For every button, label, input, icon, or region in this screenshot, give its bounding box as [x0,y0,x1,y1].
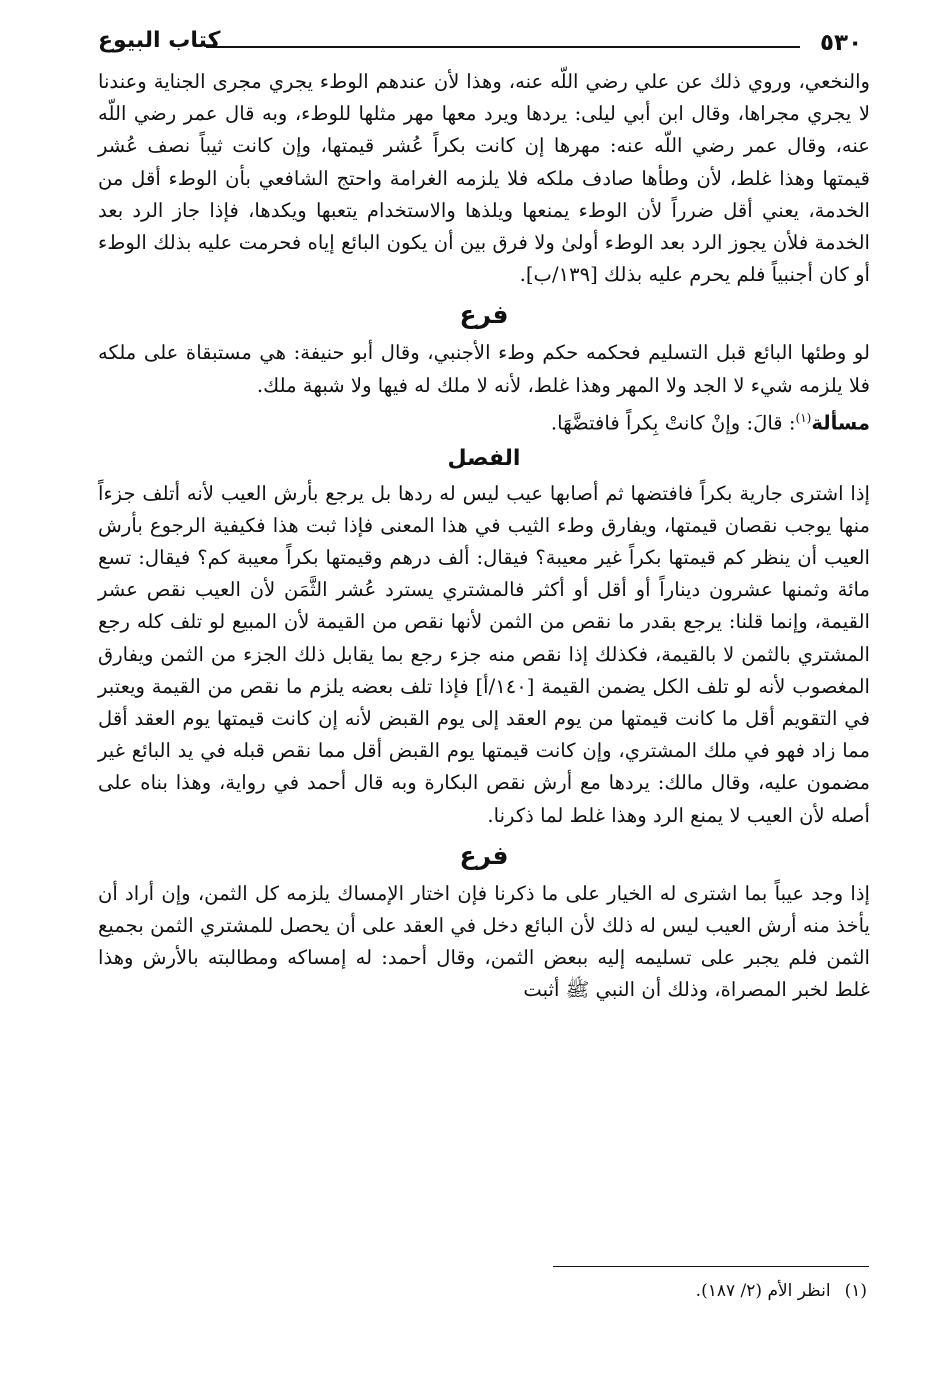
footnote [696,1281,867,1301]
masala-text: : قالَ: وإنْ كانتْ بِكراً فافتضَّهَا. [550,411,796,435]
masala-line [98,402,870,440]
footnote-rule [553,1266,869,1267]
page-number: ٥٣٠ [820,30,863,56]
paragraph-1: والنخعي، وروي ذلك عن علي رضي اللّه عنه، وهذا لأن عندهم الوطء يجري مجرى الجناية وعندنا لا يجري مجراها، وقال ابن أبي ليلى: يردها ويرد معها مهر مثلها للوطء، وبه قال عمر رضي اللّه عنه، وقال عمر رضي اللّه عنه: مهرها إن كانت بكراً عُشر قيمتها، وإن كانت ثيباً نصف عُشر قيمتها وهذا غلط، لأن وطأها صادف ملكه فلا يلزمه الغرامة واحتج الشافعي بأن الوطء أقل من الخدمة، يعني أقل ضرراً لأن الوطء يمنعها ويلذها والاستخدام يتعبها ويكدها، فإذا جاز الرد بعد الخدمة فلأن يجوز الرد بعد الوطء أولىٰ ولا فرق بين أن يكون البائع إياه فحرمت عليه بذلك الوطء أو كان أجنبياً فلم يحرم عليه بذلك [١٣٩/ب]. [98,70,870,287]
paragraph-3: إذا اشترى جارية بكراً فافتضها ثم أصابها عيب ليس له ردها بل يرجع بأرش العيب لأنه أتلف جزءاً منها يوجب نقصان قيمتها، ويفارق وطء الثيب في هذا المعنى فإذا ثبت هذا فكيفية الرجوع بأرش العيب أن ينظر كم قيمتها بكراً غير معيبة؟ فيقال: ألف درهم وقيمتها بكراً معيبة كم؟ فيقال: تسع مائة وثمنها عشرون ديناراً أو أقل أو أكثر فالمشتري يسترد عُشر الثَّمَن لأن العيب نقص عشر القيمة، وإنما قلنا: يرجع بقدر ما نقص من الثمن لأنها نقص من القيمة لأن المبيع لو تلف كله رجع المشتري بالثمن لا بالقيمة، فكذلك إذا نقص منه جزء رجع بما يقابل ذلك الجزء من الثمن ويفارق المغصوب لأنه لو تلف الكل يضمن القيمة [١٤٠/أ] فإذا تلف بعضه يلزم ما نقص من القيمة ويعتبر في التقويم أقل ما كانت قيمتها من يوم العقد إلى يوم القبض لأنه إن كانت قيمتها يوم العقد أقل مما زاد فهو في ملك المشتري، وإن كانت قيمتها يوم القبض أقل مما نقص قبله في يد البائع غير مضمون عليه، وقال مالك: يردها مع أرش نقص البكارة وبه قال أحمد في رواية، وهذا بناه على أصله لأن العيب لا يمنع الرد وهذا غلط لما ذكرنا. [98,481,871,827]
heading-far-2: فرع [459,840,509,870]
page-header [98,28,870,66]
footnote-text: انظر الأم (٢/ ١٨٧). [695,1281,831,1301]
masala-label: مسألة [811,411,870,435]
heading-fasl: الفصل [447,445,521,471]
footnote-reference: (١) [795,410,812,425]
book-page [98,28,870,1007]
paragraph-2: لو وطئها البائع قبل التسليم فحكمه حكم وطء الأجنبي، وقال أبو حنيفة: هي مستبقاة على ملكه فلا يلزمه شيء لا الجد ولا المهر وهذا غلط، لأنه لا ملك له فيها ولا شبهة ملك. [98,341,870,397]
paragraph-4: إذا وجد عيباً بما اشترى له الخيار على ما ذكرنا فإن اختار الإمساك يلزمه كل الثمن، وإن أراد أن يأخذ منه أرش العيب ليس له ذلك لأن البائع دخل في العقد على أن يحصل للمشتري الثمن بجميع الثمن فلم يجبر على تسليمه إليه ببعض الثمن، وقال أحمد: له إمساكه ومطالبته بالأرش وهذا غلط لخبر المصراة، وذلك أن النبي ﷺ أثبت [98,881,870,1002]
header-rule [206,46,800,48]
heading-far-1: فرع [459,300,509,330]
footnote-number: (١) [844,1281,867,1301]
running-title: كتاب البيوع [98,28,221,53]
